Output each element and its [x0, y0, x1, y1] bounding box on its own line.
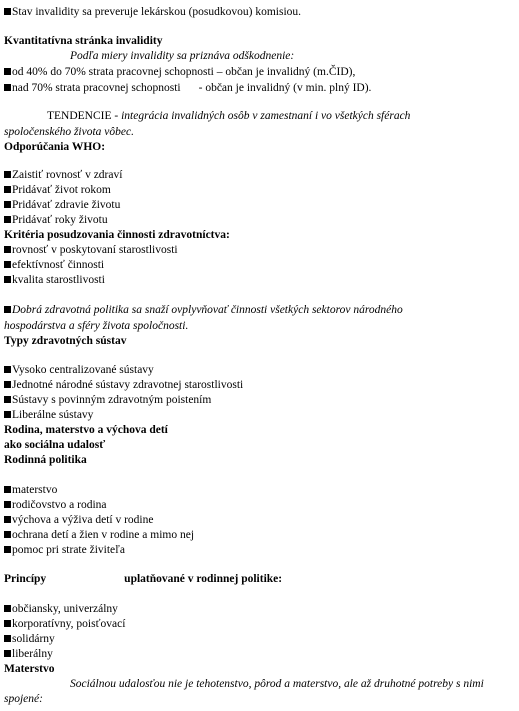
square-bullet-icon: [4, 396, 11, 403]
text-line: spoločenského života vôbec.: [4, 126, 134, 138]
text-line: spojené:: [4, 693, 43, 705]
square-bullet-icon: [4, 366, 11, 373]
text-line: Stav invalidity sa preveruje lekárskou (posudkovou) komisiou.: [4, 4, 301, 20]
square-bullet-icon: [4, 501, 11, 508]
list-item: kvalita starostlivosti: [4, 272, 105, 288]
heading: Princípy uplatňované v rodinnej politike:: [4, 573, 283, 585]
list-item: výchova a výživa detí v rodine: [4, 512, 153, 528]
text-line: TENDENCIE - integrácia invalidných osôb v zamestnaní i vo všetkých sférach: [47, 110, 411, 122]
square-bullet-icon: [4, 650, 11, 657]
text-line: Dobrá zdravotná politika sa snaží ovplyvňovať činnosti všetkých sektorov národného: [4, 302, 403, 318]
heading: Kritéria posudzovania činnosti zdravotníctva:: [4, 229, 230, 241]
list-item: od 40% do 70% strata pracovnej schopnosti – občan je invalidný (m.ČID),: [4, 64, 355, 80]
list-item: korporatívny, poisťovací: [4, 616, 125, 632]
square-bullet-icon: [4, 8, 11, 15]
square-bullet-icon: [4, 620, 11, 627]
list-item: efektívnosť činnosti: [4, 257, 104, 273]
square-bullet-icon: [4, 201, 11, 208]
list-item: Zaistiť rovnosť v zdraví: [4, 167, 122, 183]
list-item: Sústavy s povinným zdravotným poistením: [4, 392, 211, 408]
square-bullet-icon: [4, 531, 11, 538]
list-item: materstvo: [4, 482, 57, 498]
square-bullet-icon: [4, 605, 11, 612]
heading: ako sociálna udalosť: [4, 439, 106, 451]
square-bullet-icon: [4, 84, 11, 91]
heading: Typy zdravotných sústav: [4, 335, 127, 347]
list-item: solidárny: [4, 631, 55, 647]
heading: Rodina, materstvo a výchova detí: [4, 424, 168, 436]
list-item: rovnosť v poskytovaní starostlivosti: [4, 242, 178, 258]
square-bullet-icon: [4, 306, 11, 313]
list-item: rodičovstvo a rodina: [4, 497, 107, 513]
square-bullet-icon: [4, 381, 11, 388]
heading: Odporúčania WHO:: [4, 141, 106, 153]
square-bullet-icon: [4, 411, 11, 418]
square-bullet-icon: [4, 68, 11, 75]
heading: Kvantitatívna stránka invalidity: [4, 35, 163, 47]
list-item: Liberálne sústavy: [4, 407, 93, 423]
text-line: Sociálnou udalosťou nie je tehotenstvo, pôrod a materstvo, ale až druhotné potreby s nimi: [70, 678, 484, 690]
square-bullet-icon: [4, 516, 11, 523]
square-bullet-icon: [4, 276, 11, 283]
square-bullet-icon: [4, 216, 11, 223]
list-item: Jednotné národné sústavy zdravotnej starostlivosti: [4, 377, 243, 393]
list-item: Pridávať život rokom: [4, 182, 111, 198]
square-bullet-icon: [4, 171, 11, 178]
square-bullet-icon: [4, 246, 11, 253]
list-item: občiansky, univerzálny: [4, 601, 118, 617]
square-bullet-icon: [4, 261, 11, 268]
list-item: Vysoko centralizované sústavy: [4, 362, 154, 378]
list-item: Pridávať zdravie životu: [4, 197, 120, 213]
list-item: Pridávať roky životu: [4, 212, 108, 228]
list-item: pomoc pri strate živiteľa: [4, 542, 125, 558]
heading: Materstvo: [4, 663, 55, 675]
text-line: hospodárstva a sféry života spoločnosti.: [4, 320, 189, 332]
list-item: ochrana detí a žien v rodine a mimo nej: [4, 527, 194, 543]
square-bullet-icon: [4, 186, 11, 193]
text-line: Podľa miery invalidity sa priznáva odškodnenie:: [70, 50, 295, 62]
heading: Rodinná politika: [4, 454, 87, 466]
square-bullet-icon: [4, 635, 11, 642]
square-bullet-icon: [4, 486, 11, 493]
list-item: nad 70% strata pracovnej schopnosti - občan je invalidný (v min. plný ID).: [4, 80, 371, 96]
list-item: liberálny: [4, 646, 53, 662]
square-bullet-icon: [4, 546, 11, 553]
